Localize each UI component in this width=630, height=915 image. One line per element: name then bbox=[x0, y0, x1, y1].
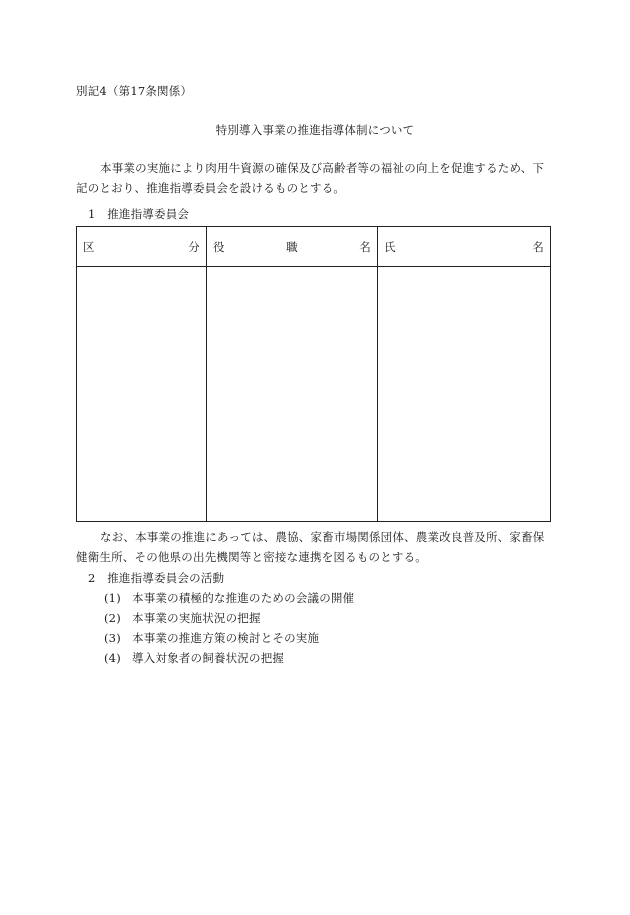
item-number: (1) bbox=[104, 591, 121, 605]
table-cell-name bbox=[378, 267, 551, 522]
item-number: (4) bbox=[104, 651, 121, 665]
section-2-heading: 2 推進指導委員会の活動 bbox=[88, 571, 225, 585]
item-number: (2) bbox=[104, 611, 121, 625]
activity-list bbox=[104, 588, 354, 668]
list-item bbox=[104, 608, 354, 628]
header-category bbox=[77, 227, 207, 267]
table-cell-category bbox=[77, 267, 207, 522]
cooperation-paragraph: なお、本事業の推進にあっては、農協、家畜市場関係団体、農業改良普及所、家畜保健衛生所、その他県の出先機関等と密接な連携を図るものとする。 bbox=[76, 530, 545, 564]
item-number: (3) bbox=[104, 631, 121, 645]
list-item bbox=[104, 628, 354, 648]
header-char: 名 bbox=[359, 239, 371, 254]
item-text: 本事業の実施状況の把握 bbox=[132, 611, 261, 625]
document-title: 特別導入事業の推進指導体制について bbox=[215, 123, 415, 137]
list-item bbox=[104, 648, 354, 668]
header-char: 名 bbox=[532, 239, 544, 254]
item-text: 本事業の積極的な推進のための会議の開催 bbox=[132, 591, 355, 605]
header-char: 職 bbox=[286, 239, 298, 254]
header-name bbox=[378, 227, 551, 267]
table-cell-position bbox=[207, 267, 378, 522]
item-text: 本事業の推進方策の検討とその実施 bbox=[132, 631, 320, 645]
header-char: 氏 bbox=[384, 239, 396, 254]
intro-paragraph: 本事業の実施により肉用牛資源の確保及び高齢者等の福祉の向上を促進するため、下記のとおり、推進指導委員会を設けるものとする。 bbox=[76, 161, 545, 195]
header-position bbox=[207, 227, 378, 267]
section-1-heading: 1 推進指導委員会 bbox=[88, 207, 190, 221]
item-text: 導入対象者の飼養状況の把握 bbox=[132, 651, 285, 665]
table-header-row bbox=[77, 227, 551, 267]
list-item bbox=[104, 588, 354, 608]
table-body-row bbox=[77, 267, 551, 522]
header-char: 分 bbox=[188, 239, 200, 254]
appendix-reference: 別記4（第17条関係） bbox=[76, 84, 193, 98]
header-char: 区 bbox=[83, 239, 95, 254]
committee-table bbox=[76, 226, 551, 522]
header-char: 役 bbox=[213, 239, 225, 254]
